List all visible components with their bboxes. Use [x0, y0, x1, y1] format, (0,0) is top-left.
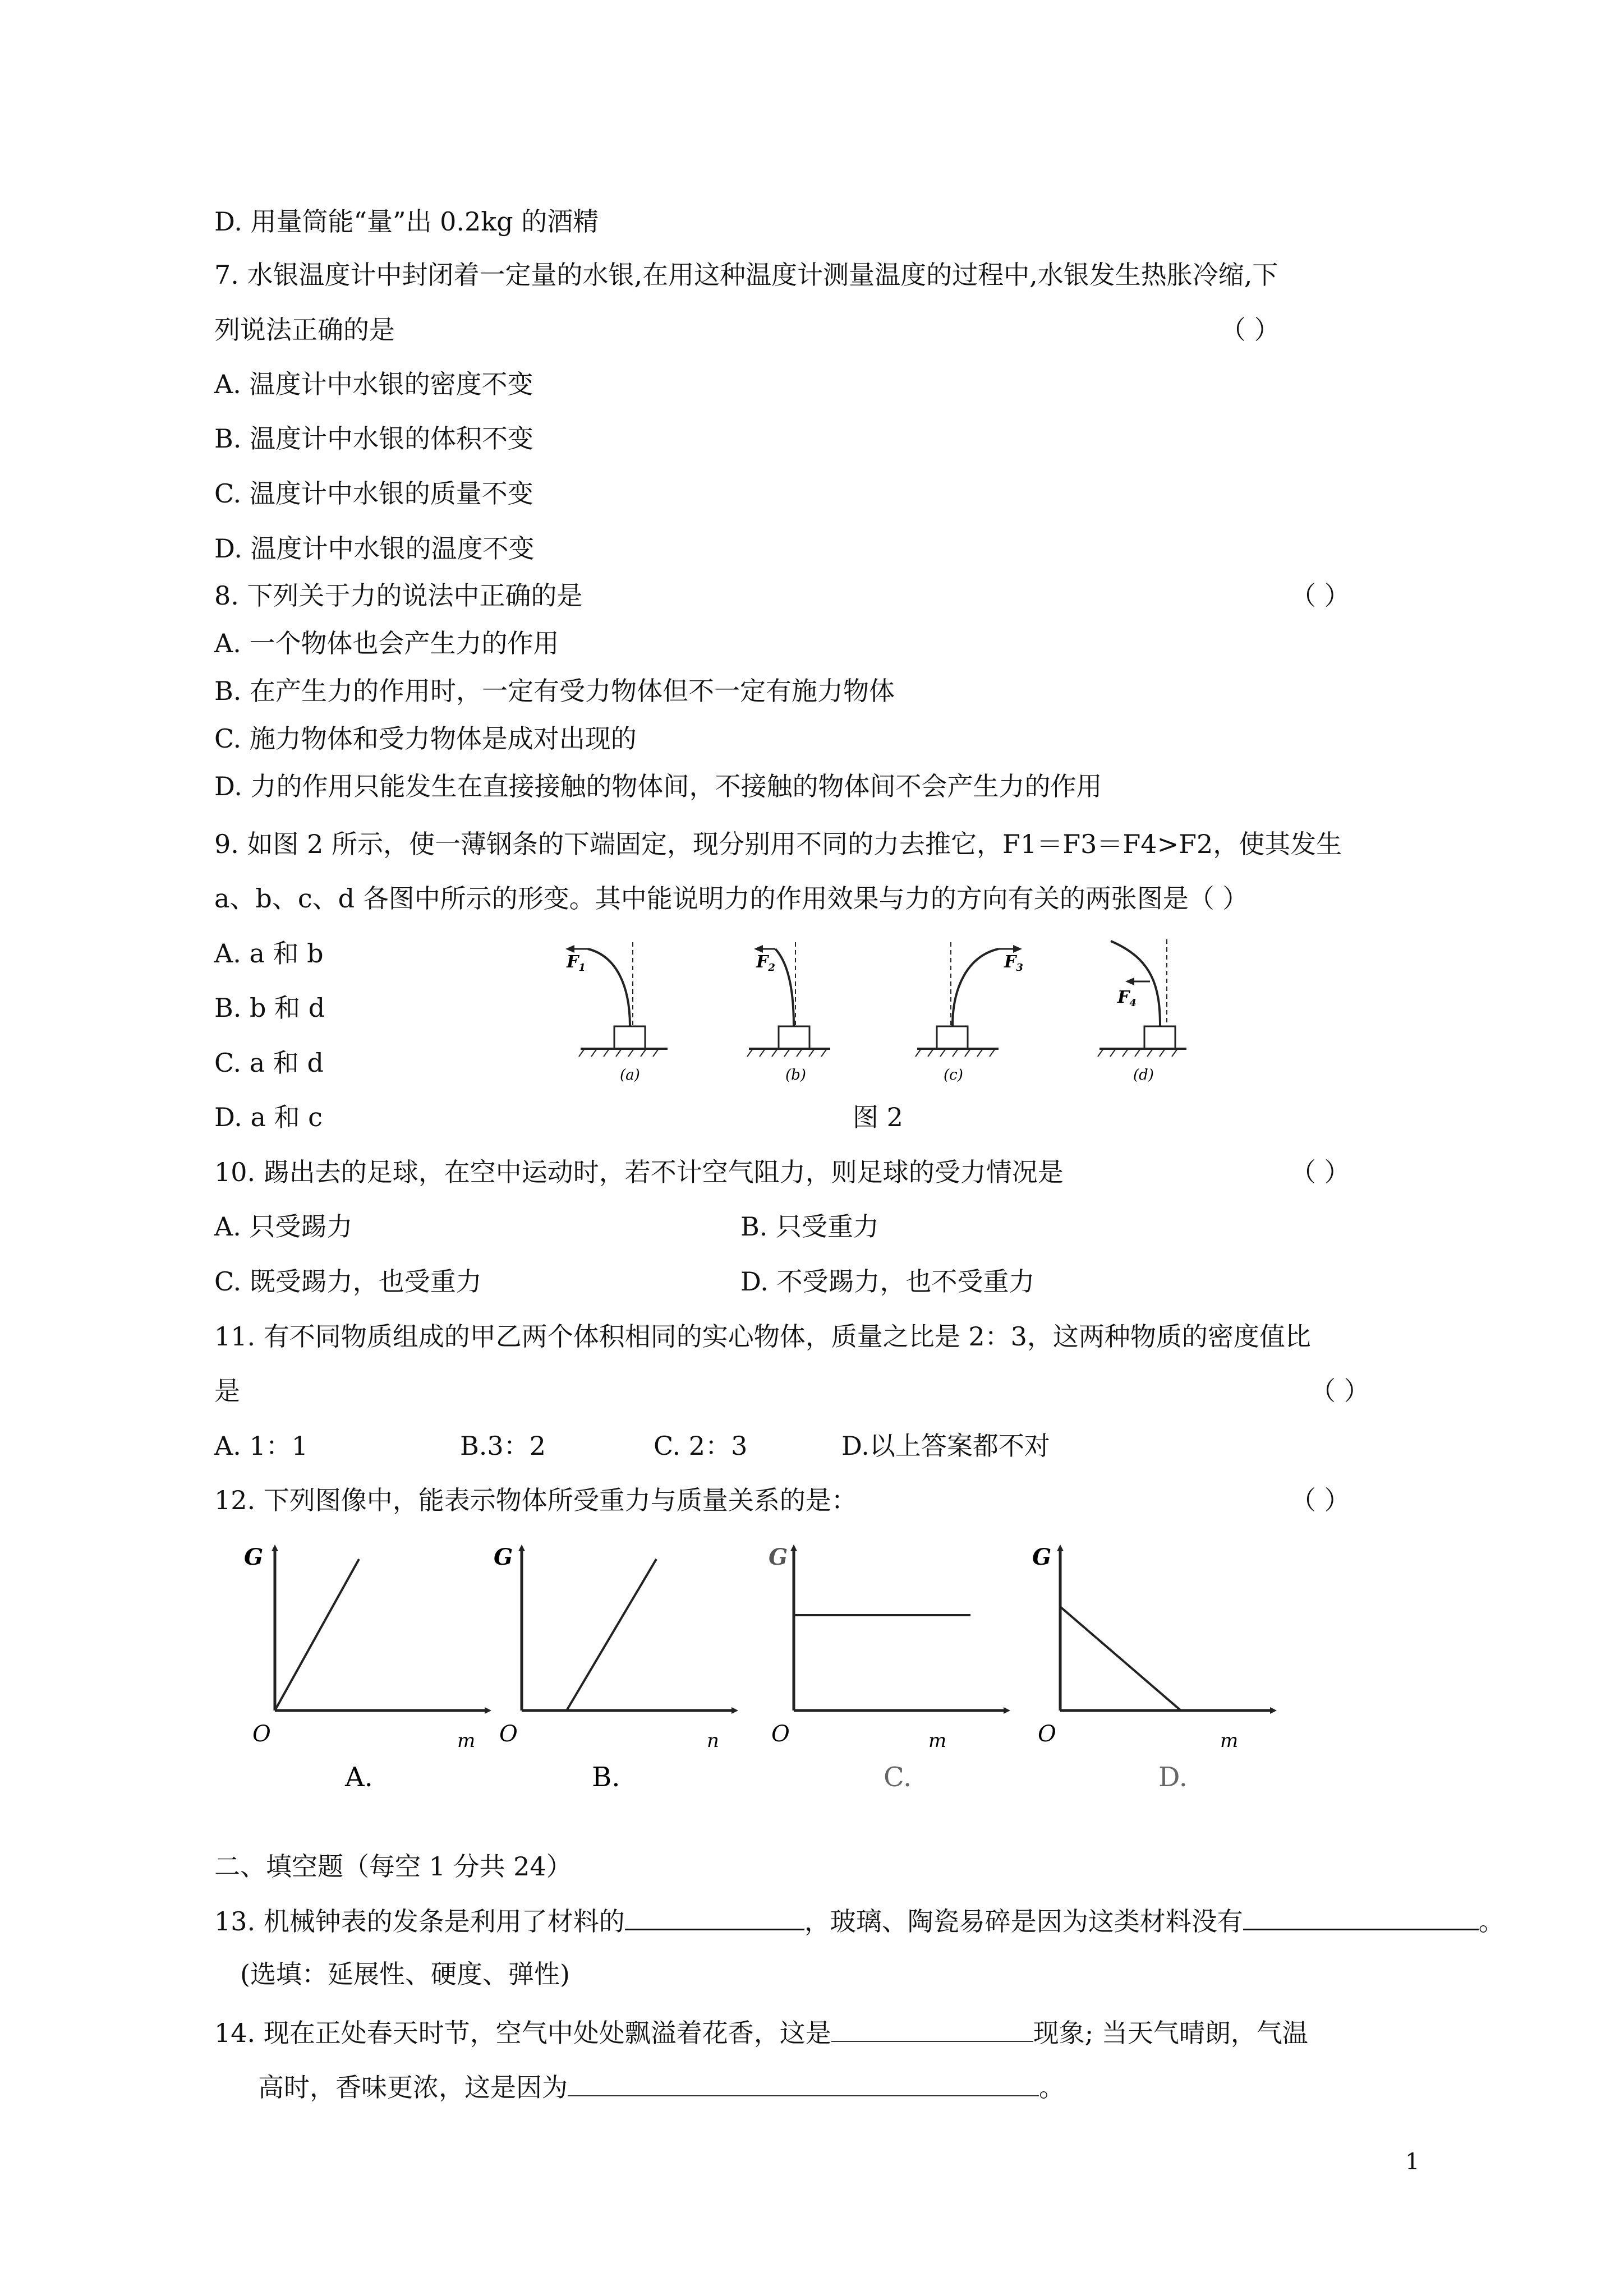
q10-option-d: D. 不受踢力，也不受重力 [740, 1266, 1035, 1297]
q8-option-b: B. 在产生力的作用时，一定有受力物体但不一定有施力物体 [214, 676, 895, 706]
graph-d-x-label: m [1220, 1730, 1239, 1752]
graph-c-caption: C. [884, 1762, 912, 1793]
q13-blank-2[interactable] [1243, 1904, 1479, 1930]
q13-text-3: 。 [1478, 1906, 1505, 1937]
q9-stem-line2: a、b、c、d 各图中所示的形变。其中能说明力的作用效果与力的方向有关的两张图是（ ） [214, 883, 1249, 914]
figure-2-panel-b [747, 942, 830, 1084]
graph-d-line [1060, 1607, 1181, 1711]
q12-graphs [241, 1531, 1318, 1795]
q9-option-d: D. a 和 c [214, 1102, 323, 1132]
q9-option-b: B. b 和 d [214, 993, 325, 1023]
q7-option-c: C. 温度计中水银的质量不变 [214, 478, 533, 509]
q7-stem-line2: 列说法正确的是 [214, 315, 395, 345]
graph-b-origin: O [499, 1721, 518, 1747]
q14-text-1: 14. 现在正处春天时节，空气中处处飘溢着花香，这是 [214, 2018, 831, 2048]
graph-a [244, 1544, 488, 1793]
figure-2-panel-c [915, 942, 1023, 1084]
panel-label-d: (d) [1133, 1067, 1154, 1084]
q6-option-d: D. 用量筒能“量”出 0.2kg 的酒精 [214, 206, 599, 237]
q14-line1 [214, 2016, 1308, 2050]
q14-text-3: 高时，香味更浓，这是因为 [258, 2072, 568, 2103]
page-number: 1 [1405, 2149, 1420, 2175]
force-label-b: $F_2$ [756, 952, 775, 974]
q7-option-b: B. 温度计中水银的体积不变 [214, 423, 534, 454]
section-2-title: 二、填空题（每空 1 分共 24） [214, 1851, 572, 1882]
q8-stem: 8. 下列关于力的说法中正确的是 [214, 580, 583, 611]
graph-c-x-label: m [928, 1730, 947, 1752]
q11-stem-line2: 是 [214, 1376, 240, 1406]
q10-stem: 10. 踢出去的足球，在空中运动时，若不计空气阻力，则足球的受力情况是 [214, 1157, 1064, 1187]
graph-b-caption: B. [592, 1762, 620, 1793]
q9-option-c: C. a 和 d [214, 1048, 324, 1078]
graph-c [769, 1544, 1007, 1793]
graph-d [1032, 1544, 1273, 1793]
figure-2 [567, 925, 1212, 1105]
q14-blank-2[interactable] [568, 2071, 1039, 2096]
q9-option-a: A. a 和 b [214, 938, 324, 969]
q11-option-d: D.以上答案都不对 [841, 1431, 1050, 1461]
q12-stem: 12. 下列图像中，能表示物体所受重力与质量关系的是： [214, 1485, 857, 1515]
figure-2-caption: 图 2 [853, 1102, 903, 1132]
q13-hint: (选填：延展性、硬度、弹性) [240, 1959, 570, 1989]
q7-option-d: D. 温度计中水银的温度不变 [214, 533, 535, 564]
q7-option-a: A. 温度计中水银的密度不变 [214, 369, 533, 399]
q13-line1 [214, 1904, 1505, 1938]
q13-text-1: 13. 机械钟表的发条是利用了材料的 [214, 1906, 625, 1937]
q7-stem-line1: 7. 水银温度计中封闭着一定量的水银,在用这种温度计测量温度的过程中,水银发生热胀冷缩,下 [214, 260, 1278, 290]
force-label-c: $F_3$ [1004, 952, 1023, 974]
q14-text-2: 现象; 当天气晴朗，气温 [1033, 2018, 1308, 2048]
graph-c-origin: O [771, 1721, 790, 1747]
panel-label-b: (b) [785, 1067, 806, 1084]
graph-d-caption: D. [1158, 1762, 1188, 1793]
graph-c-y-label: G [769, 1544, 788, 1570]
graph-b-line [567, 1559, 656, 1711]
q8-option-d: D. 力的作用只能发生在直接接触的物体间，不接触的物体间不会产生力的作用 [214, 771, 1102, 801]
graph-a-y-label: G [244, 1544, 264, 1570]
graph-d-origin: O [1038, 1721, 1056, 1747]
q8-option-a: A. 一个物体也会产生力的作用 [214, 628, 559, 658]
q11-option-a: A. 1：1 [214, 1431, 308, 1461]
q10-option-c: C. 既受踢力，也受重力 [214, 1266, 482, 1297]
graph-a-x-label: m [457, 1730, 476, 1752]
q11-option-c: C. 2：3 [654, 1431, 748, 1461]
graph-a-origin: O [252, 1721, 271, 1747]
q8-option-c: C. 施力物体和受力物体是成对出现的 [214, 723, 637, 754]
graph-d-y-label: G [1032, 1544, 1052, 1570]
q11-option-b: B.3：2 [460, 1431, 546, 1461]
q13-blank-1[interactable] [625, 1904, 804, 1930]
graph-b-y-label: G [494, 1544, 513, 1570]
force-label-a: $F_1$ [567, 952, 586, 974]
q11-stem-line1: 11. 有不同物质组成的甲乙两个体积相同的实心物体，质量之比是 2：3，这两种物质的密度值比 [214, 1321, 1311, 1352]
q10-answer-paren: （ ） [1290, 1157, 1350, 1187]
graph-b-x-label: n [707, 1730, 719, 1752]
q14-line2 [258, 2071, 1065, 2104]
force-label-d: $F_4$ [1117, 988, 1137, 1009]
q10-option-b: B. 只受重力 [740, 1211, 880, 1242]
q12-answer-paren: （ ） [1290, 1485, 1350, 1515]
graph-a-caption: A. [345, 1762, 373, 1793]
q14-blank-1[interactable] [831, 2016, 1033, 2042]
panel-label-c: (c) [944, 1067, 963, 1084]
q8-answer-paren: （ ） [1290, 580, 1350, 611]
q9-stem-line1: 9. 如图 2 所示，使一薄钢条的下端固定，现分别用不同的力去推它，F1＝F3＝F4>F2，使其发生 [214, 829, 1342, 859]
graph-a-line [275, 1559, 359, 1711]
figure-2-panel-d [1098, 939, 1186, 1084]
q13-text-2: ，玻璃、陶瓷易碎是因为这类材料没有 [804, 1906, 1243, 1937]
figure-2-panel-a [565, 942, 668, 1084]
graph-b [494, 1544, 735, 1793]
panel-label-a: (a) [620, 1067, 640, 1084]
q14-text-4: 。 [1039, 2072, 1065, 2103]
q10-option-a: A. 只受踢力 [214, 1211, 353, 1242]
q11-answer-paren: （ ） [1310, 1376, 1370, 1406]
q7-answer-paren: （ ） [1220, 315, 1280, 345]
